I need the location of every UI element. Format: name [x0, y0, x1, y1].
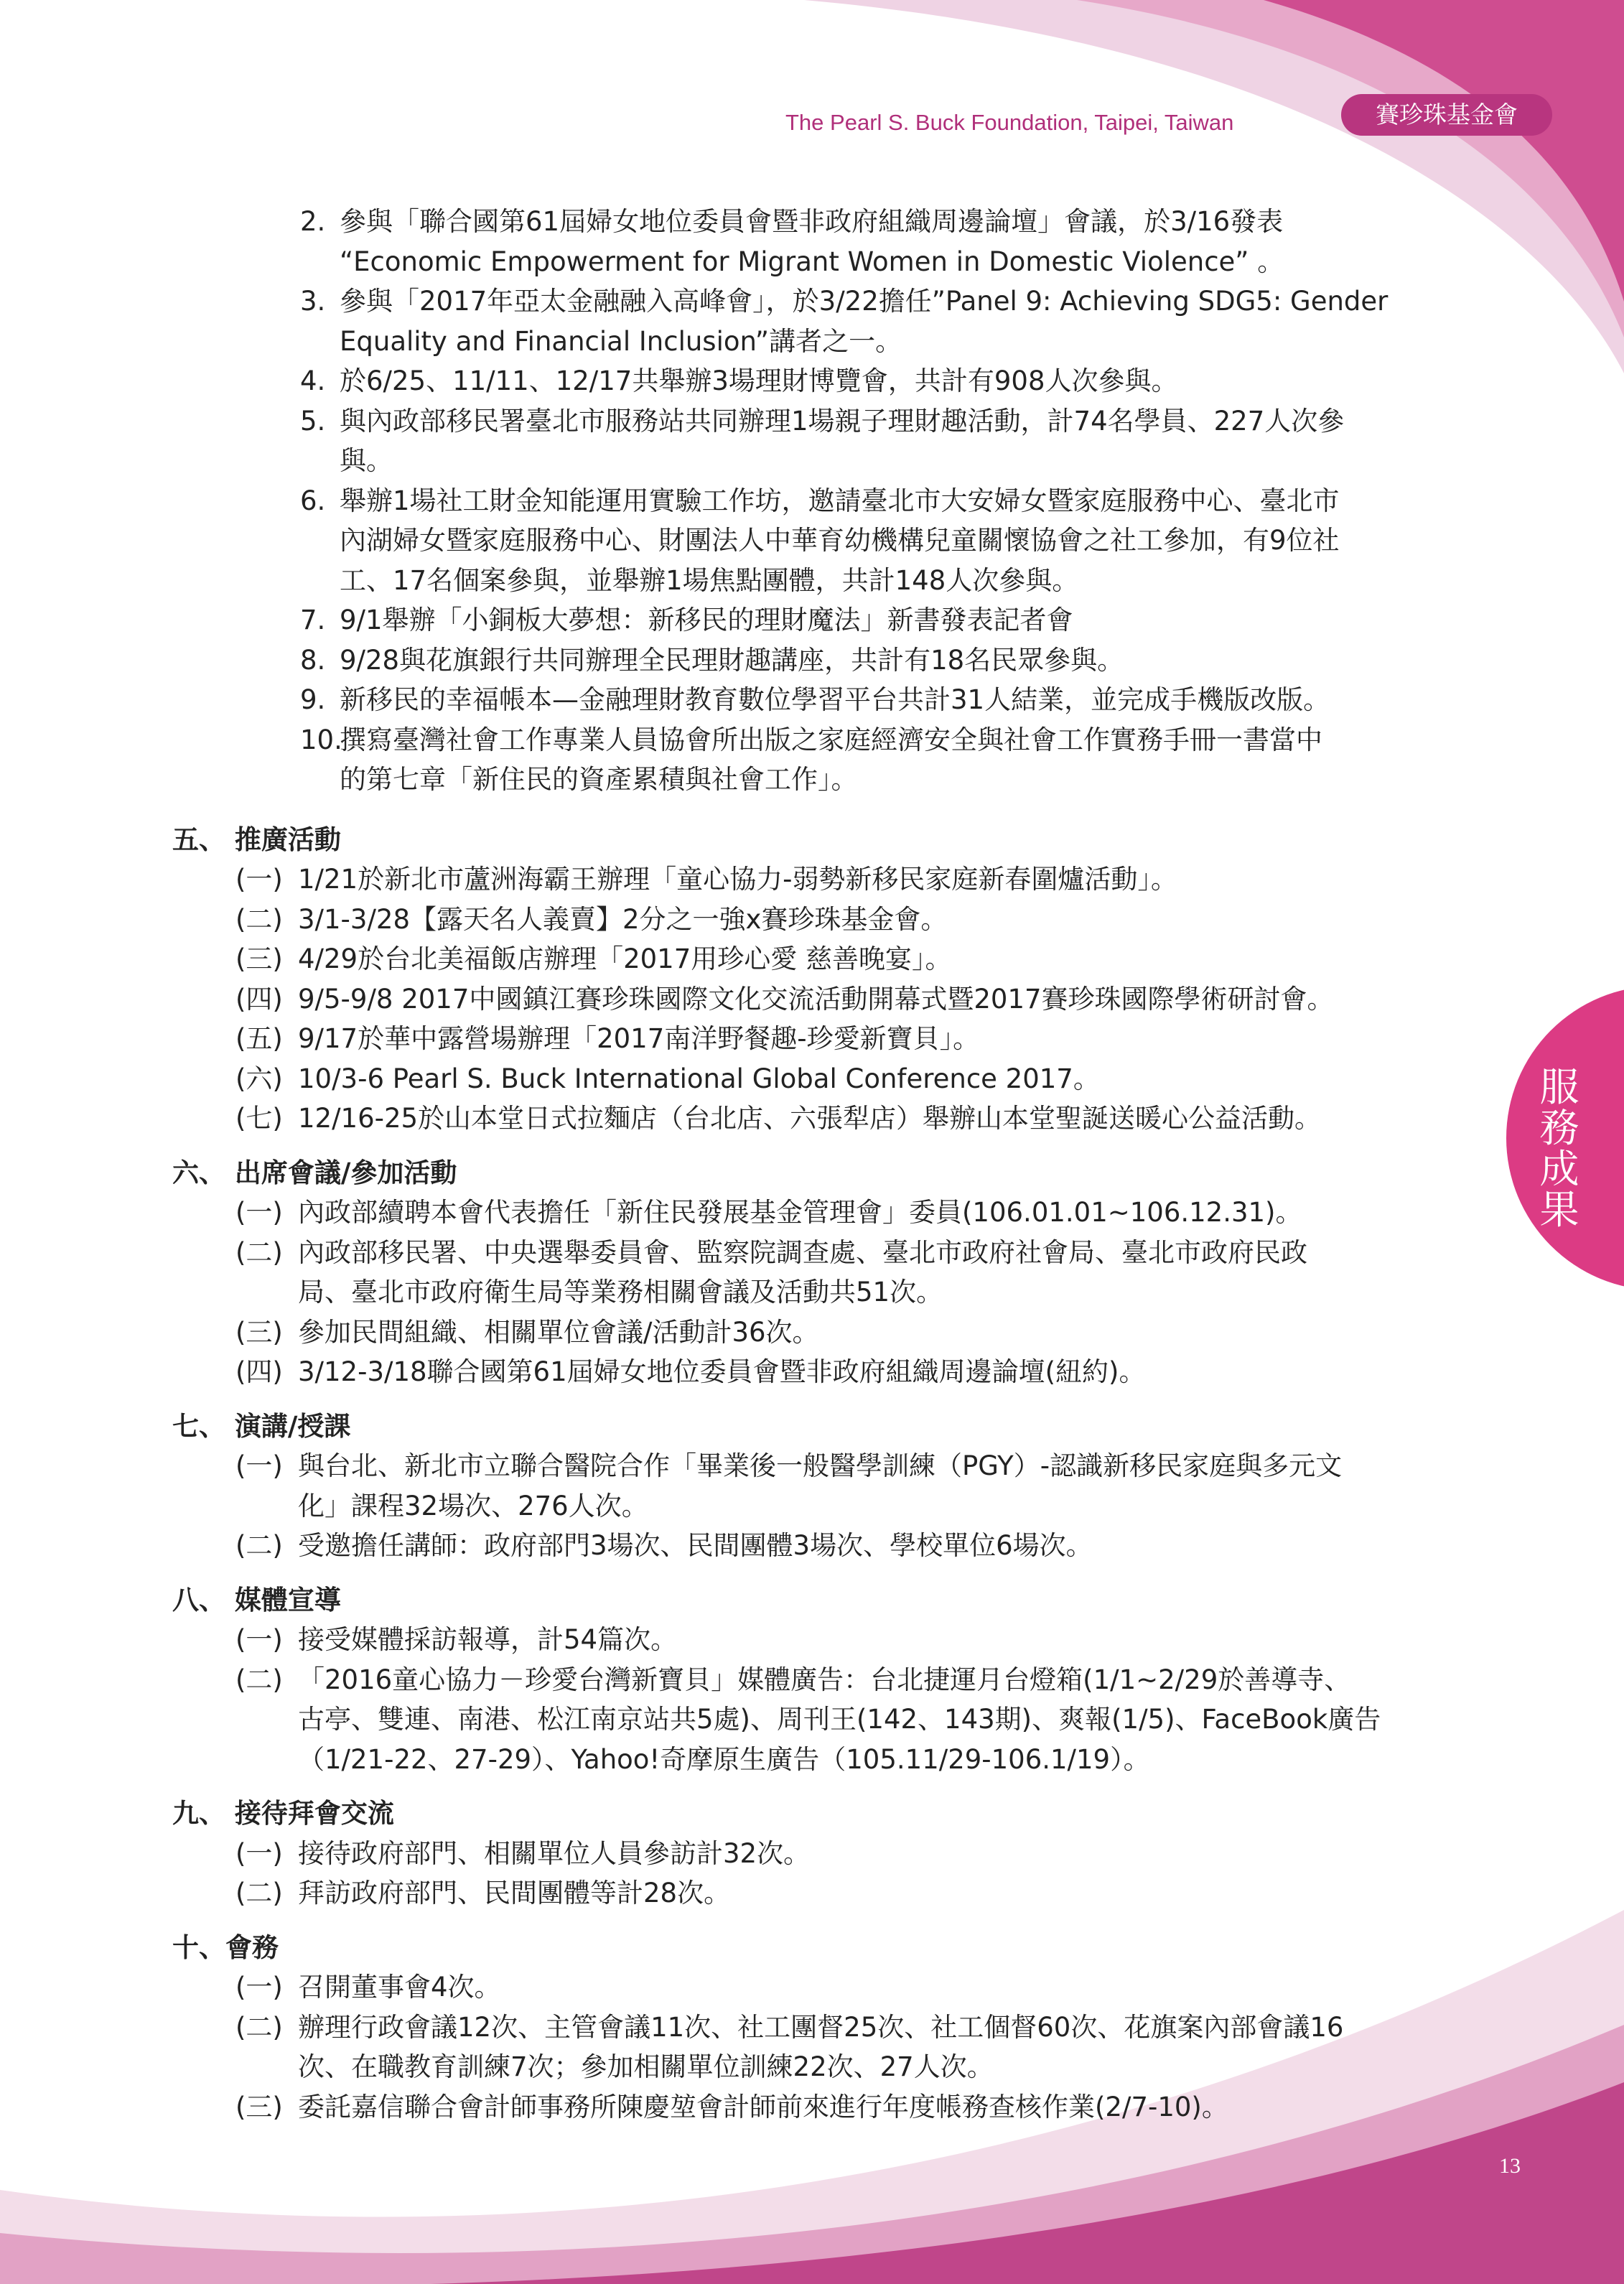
list-item-number: (二) [235, 1530, 283, 1561]
list-item-number: 2. [300, 206, 326, 237]
section-heading: 九、 接待拜會交流 [172, 1798, 394, 1829]
list-item-text: 9/17於華中露營場辦理「2017南洋野餐趣-珍愛新寶貝」。 [298, 1023, 980, 1054]
list-item-text: 參與「聯合國第61屆婦女地位委員會暨非政府組織周邊論壇」會議，於3/16發表 [340, 206, 1284, 237]
list-item-text: 新移民的幸福帳本—金融理財教育數位學習平台共計31人結業，並完成手機版改版。 [340, 684, 1330, 715]
section-heading: 五、 推廣活動 [172, 824, 341, 855]
list-item-number: 10. [300, 724, 342, 755]
list-item-text: 與內政部移民署臺北市服務站共同辦理1場親子理財趣活動，計74名學員、227人次參 [340, 405, 1345, 437]
list-item-number: (六) [235, 1063, 283, 1094]
list-item-number: (四) [235, 983, 283, 1015]
foundation-name-badge: 賽珍珠基金會 [1341, 94, 1552, 136]
list-item-number: 9. [300, 684, 326, 715]
list-item-number: (二) [235, 1236, 283, 1268]
list-item-number: (二) [235, 1664, 283, 1695]
list-item-text: 參加民間組織、相關單位會議/活動計36次。 [298, 1316, 819, 1348]
list-item-number: 6. [300, 485, 326, 516]
list-item-text: 3/12-3/18聯合國第61屆婦女地位委員會暨非政府組織周邊論壇(紐約)。 [298, 1356, 1146, 1387]
list-item-text: 次、在職教育訓練7次；參加相關單位訓練22次、27人次。 [298, 2051, 994, 2082]
list-item-text: 化」課程32場次、276人次。 [298, 1490, 648, 1521]
list-item-text: 的第七章「新住民的資產累積與社會工作」。 [340, 764, 858, 795]
list-item-number: (一) [235, 1837, 283, 1869]
list-item-text: 古亭、雙連、南港、松江南京站共5處)、周刊王(142、143期)、爽報(1/5)、FaceBook廣告 [298, 1704, 1381, 1735]
list-item-text: 辦理行政會議12次、主管會議11次、社工團督25次、社工個督60次、花旗案內部會議16 [298, 2011, 1344, 2043]
list-item-text: 參與「2017年亞太金融融入高峰會」，於3/22擔任”Panel 9: Achieving SDG5: Gender [340, 286, 1389, 317]
list-item-number: 7. [300, 605, 326, 635]
list-item-text: 工、17名個案參與，並舉辦1場焦點團體，共計148人次參與。 [340, 564, 1079, 596]
list-item-text: 接待政府部門、相關單位人員參訪計32次。 [298, 1837, 811, 1869]
list-item-number: 8. [300, 644, 326, 676]
list-item-text: 1/21於新北市蘆洲海霸王辦理「童心協力-弱勢新移民家庭新春圍爐活動」。 [298, 864, 1177, 895]
list-item-number: (三) [235, 2091, 283, 2122]
list-item-number: (三) [235, 943, 283, 974]
list-item-text: 受邀擔任講師：政府部門3場次、民間團體3場次、學校單位6場次。 [298, 1530, 1093, 1561]
list-item-number: 5. [300, 405, 326, 437]
list-item-number: (二) [235, 1878, 283, 1908]
section-heading: 十、會務 [172, 1931, 279, 1963]
list-item-text: 9/28與花旗銀行共同辦理全民理財趣講座，共計有18名民眾參與。 [340, 644, 1124, 676]
list-item-text: “Economic Empowerment for Migrant Women in Domestic Violence” 。 [340, 246, 1284, 277]
list-item-number: (一) [235, 1197, 283, 1228]
list-item-text: 「2016童心協力－珍愛台灣新寶貝」媒體廣告：台北捷運月台燈箱(1/1~2/29於善導寺、 [298, 1664, 1351, 1695]
list-item-text: （1/21-22、27-29）、Yahoo!奇摩原生廣告（105.11/29-106.1/19）。 [298, 1743, 1150, 1775]
list-item-text: 10/3-6 Pearl S. Buck International Global Conference 2017。 [298, 1063, 1100, 1094]
list-item-number: (一) [235, 1624, 283, 1655]
list-item-text: 拜訪政府部門、民間團體等計28次。 [298, 1878, 731, 1908]
list-item-text: 內政部續聘本會代表擔任「新住民發展基金管理會」委員(106.01.01~106.12.31)。 [298, 1197, 1302, 1228]
list-item-text: 內湖婦女暨家庭服務中心、財團法人中華育幼機構兒童關懷協會之社工參加，有9位社 [340, 525, 1340, 556]
list-item-text: 與台北、新北市立聯合醫院合作「畢業後一般醫學訓練（PGY）-認識新移民家庭與多元文 [298, 1450, 1343, 1481]
list-item-text: 9/1舉辦「小銅板大夢想：新移民的理財魔法」新書發表記者會 [340, 605, 1073, 635]
section-heading: 八、 媒體宣導 [172, 1584, 341, 1616]
list-item-text: 委託嘉信聯合會計師事務所陳慶堃會計師前來進行年度帳務查核作業(2/7-10)。 [298, 2091, 1228, 2122]
list-item-number: (二) [235, 2011, 283, 2043]
list-item-number: (一) [235, 864, 283, 895]
list-item-number: (四) [235, 1356, 283, 1387]
list-item-number: (一) [235, 1972, 283, 2003]
list-item-number: 4. [300, 365, 326, 396]
list-item-number: 3. [300, 286, 326, 317]
list-item-text: 3/1-3/28【露天名人義賣】2分之一強x賽珍珠基金會。 [298, 903, 948, 935]
list-item-number: (七) [235, 1103, 283, 1134]
list-item-text: 於6/25、11/11、12/17共舉辦3場理財博覽會，共計有908人次參與。 [340, 365, 1178, 396]
list-item-text: 接受媒體採訪報導，計54篇次。 [298, 1624, 678, 1655]
list-item-text: 撰寫臺灣社會工作專業人員協會所出版之家庭經濟安全與社會工作實務手冊一書當中 [340, 724, 1322, 755]
list-item-number: (一) [235, 1450, 283, 1481]
list-item-text: 9/5-9/8 2017中國鎮江賽珍珠國際文化交流活動開幕式暨2017賽珍珠國際學術研討會。 [298, 983, 1334, 1015]
list-item-number: (三) [235, 1316, 283, 1348]
list-item-text: 內政部移民署、中央選舉委員會、監察院調查處、臺北市政府社會局、臺北市政府民政 [298, 1236, 1307, 1268]
list-item-text: 與。 [340, 445, 393, 476]
list-item-text: 舉辦1場社工財金知能運用實驗工作坊，邀請臺北市大安婦女暨家庭服務中心、臺北市 [340, 485, 1340, 516]
list-item-text: 4/29於台北美福飯店辦理「2017用珍心愛 慈善晚宴」。 [298, 943, 952, 974]
list-item-text: 局、臺北市政府衛生局等業務相關會議及活動共51次。 [298, 1277, 943, 1308]
page-number: 13 [1499, 2154, 1521, 2178]
list-item-number: (五) [235, 1023, 283, 1054]
section-heading: 六、 出席會議/參加活動 [172, 1157, 457, 1188]
foundation-name-en: The Pearl S. Buck Foundation, Taipei, Taiwan [785, 110, 1234, 135]
side-tab-label: 服 務 成 果 [1539, 1064, 1579, 1233]
list-item-number: (二) [235, 903, 283, 935]
list-item-text: Equality and Financial Inclusion”講者之一。 [340, 325, 902, 357]
list-item-text: 12/16-25於山本堂日式拉麵店（台北店、六張犁店）舉辦山本堂聖誕送暖心公益活動。 [298, 1103, 1322, 1134]
list-item-text: 召開董事會4次。 [298, 1972, 501, 2003]
section-heading: 七、 演講/授課 [172, 1410, 351, 1442]
